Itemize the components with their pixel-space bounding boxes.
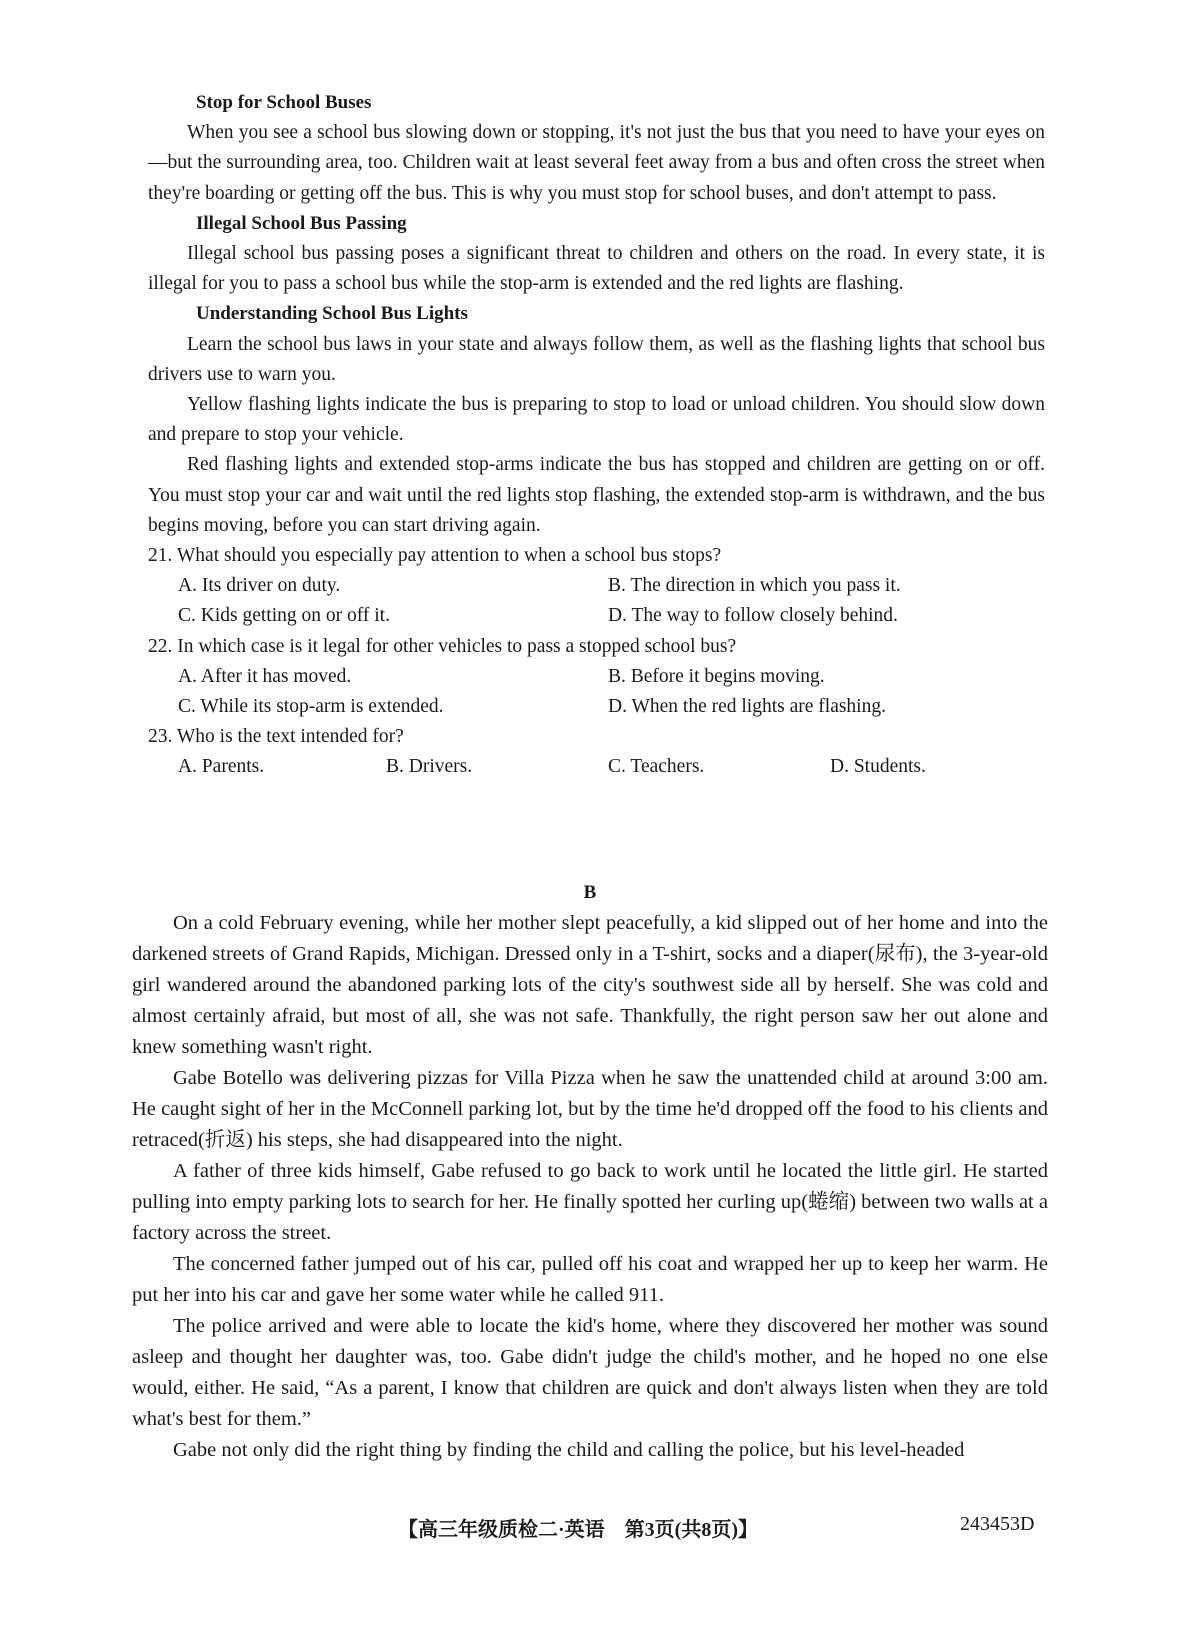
option: B. Before it begins moving. bbox=[608, 665, 825, 687]
question-21 bbox=[148, 541, 1045, 632]
paragraph: Learn the school bus laws in your state and always follow them, as well as the flashing lights that school bus drivers use to warn you. bbox=[148, 333, 1045, 385]
option: B. Drivers. bbox=[386, 756, 473, 778]
paragraph: The concerned father jumped out of his car, pulled off his coat and wrapped her up to keep her warm. He put her into his car and gave her some water while he called 911. bbox=[132, 1253, 1048, 1306]
paragraph: When you see a school bus slowing down or stopping, it's not just the bus that you need to have your eyes on—but the surrounding area, too. Children wait at least several feet away from a bus and often cross the street when they're boarding or getting off the bus. This is why you must stop for school buses, and don't attempt to pass. bbox=[148, 122, 1045, 204]
paragraph: The police arrived and were able to locate the kid's home, where they discovered her mother was sound asleep and thought her daughter was, too. Gabe didn't judge the child's mother, and he hoped no one else would, either. He said, “As a parent, I know that children are quick and don't always listen when they are told what's best for them.” bbox=[132, 1315, 1048, 1430]
question-text: 21. What should you especially pay attention to when a school bus stops? bbox=[148, 545, 722, 567]
option: D. When the red lights are flashing. bbox=[608, 696, 886, 718]
option: A. After it has moved. bbox=[178, 665, 352, 687]
paragraph: On a cold February evening, while her mother slept peacefully, a kid slipped out of her home and into the darkened streets of Grand Rapids, Michigan. Dressed only in a T-shirt, socks and a diaper(尿布), the 3-year-old girl wandered around the abandoned parking lots of the city's southwest side all by herself. She was cold and almost certainly afraid, but most of all, she was not safe. Thankfully, the right person saw her out alone and knew something wasn't right. bbox=[132, 912, 1048, 1058]
heading-illegal-passing: Illegal School Bus Passing bbox=[196, 212, 407, 234]
option: A. Its driver on duty. bbox=[178, 575, 341, 597]
section-b bbox=[132, 878, 1048, 1466]
footer-title: 【高三年级质检二·英语 第3页(共8页)】 bbox=[398, 1519, 758, 1541]
paragraph: Gabe not only did the right thing by finding the child and calling the police, but his level-headed bbox=[173, 1439, 965, 1461]
paragraph: Yellow flashing lights indicate the bus is preparing to stop to load or unload children. You should slow down and prepare to stop your vehicle. bbox=[148, 394, 1045, 446]
option: C. Teachers. bbox=[608, 756, 705, 778]
heading-bus-lights: Understanding School Bus Lights bbox=[196, 303, 468, 325]
paragraph: A father of three kids himself, Gabe refused to go back to work until he located the little girl. He started pulling into empty parking lots to search for her. He finally spotted her curling up(蜷缩) between two walls at a factory across the street. bbox=[132, 1160, 1048, 1244]
option: A. Parents. bbox=[178, 756, 265, 778]
paragraph: Illegal school bus passing poses a significant threat to children and others on the road. In every state, it is illegal for you to pass a school bus while the stop-arm is extended and the red lights are flashing. bbox=[148, 243, 1045, 295]
question-22 bbox=[148, 632, 1045, 723]
option: D. Students. bbox=[830, 756, 926, 778]
footer-code: 243453D bbox=[960, 1513, 1035, 1535]
paragraph: Red flashing lights and extended stop-arms indicate the bus has stopped and children are getting on or off. You must stop your car and wait until the red lights stop flashing, the extended stop-arm is withdrawn, and the bus begins moving, before you can start driving again. bbox=[148, 454, 1045, 536]
section-a bbox=[148, 88, 1045, 783]
heading-stop-for-buses: Stop for School Buses bbox=[196, 92, 372, 113]
question-23 bbox=[148, 722, 1045, 782]
option: D. The way to follow closely behind. bbox=[608, 605, 898, 627]
option: C. Kids getting on or off it. bbox=[178, 605, 390, 627]
paragraph: Gabe Botello was delivering pizzas for Villa Pizza when he saw the unattended child at around 3:00 am. He caught sight of her in the McConnell parking lot, but by the time he'd dropped off the food to his clients and retraced(折返) his steps, she had disappeared into the night. bbox=[132, 1067, 1048, 1151]
question-text: 22. In which case is it legal for other vehicles to pass a stopped school bus? bbox=[148, 635, 737, 657]
option: B. The direction in which you pass it. bbox=[608, 575, 901, 597]
section-label: B bbox=[583, 882, 597, 903]
question-text: 23. Who is the text intended for? bbox=[148, 726, 404, 748]
option: C. While its stop-arm is extended. bbox=[178, 696, 444, 718]
